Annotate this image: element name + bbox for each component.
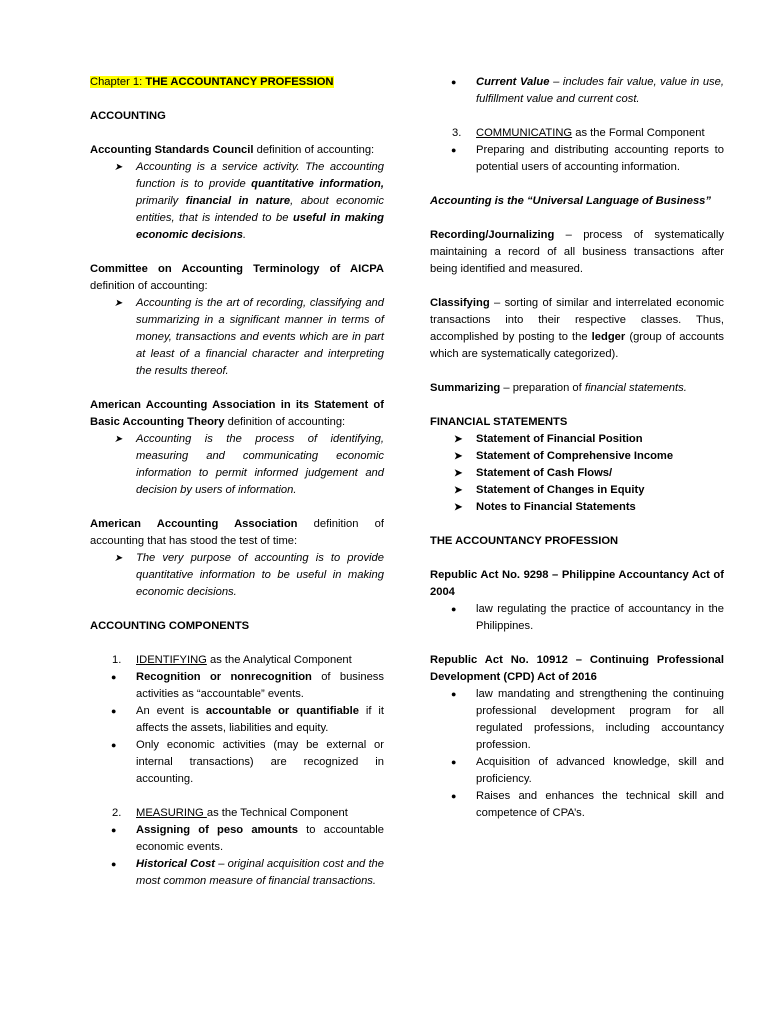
arrow-bullet-icon: ➤	[114, 298, 123, 309]
chapter-title	[90, 74, 384, 91]
aaa-theory-definition-list	[90, 431, 384, 499]
arrow-bullet-icon: ➤	[454, 502, 463, 513]
current-value-list	[430, 74, 724, 108]
aicpa-definition: ➤ Accounting is the art of recording, classifying and summarizing in a significant manner in terms of money, transactions and events which are in part at least of a financial character and interpreting the results thereof.	[114, 297, 384, 377]
dot-bullet-icon: ●	[111, 859, 117, 869]
list-item: ● Acquisition of advanced knowledge, skill and proficiency.	[451, 756, 724, 785]
list-item: ➤ Notes to Financial Statements	[430, 499, 724, 516]
asc-definition-list	[90, 159, 384, 244]
ra10912-title: Republic Act No. 10912 – Continuing Professional Development (CPD) Act of 2016	[430, 654, 724, 683]
dot-bullet-icon: ●	[451, 689, 457, 699]
list-item: ● Raises and enhances the technical skill and competence of CPA’s.	[451, 790, 724, 819]
chapter-name: THE ACCOUNTANCY PROFESSION	[145, 76, 334, 88]
aicpa-lead: Committee on Accounting Terminology of AICPA definition of accounting:	[90, 263, 384, 292]
list-item: ● Current Value – includes fair value, value in use, fulfillment value and current cost.	[451, 76, 724, 105]
list-item: ● Assigning of peso amounts to accountable economic events.	[111, 824, 384, 853]
measuring-item: 2. MEASURING as the Technical Component	[112, 807, 348, 819]
list-item: ➤ Statement of Cash Flows/	[430, 465, 724, 482]
list-item: ● law regulating the practice of accountancy in the Philippines.	[451, 603, 724, 632]
ra9298-bullets	[430, 601, 724, 635]
classifying-definition: Classifying – sorting of similar and interrelated economic transactions into their respective classes. Thus, accomplished by posting to the ledger (group of accounts which are systematically categorized).	[430, 297, 724, 360]
identifying-item: 1. IDENTIFYING as the Analytical Component	[112, 654, 352, 666]
list-item: ● Preparing and distributing accounting reports to potential users of accounting information.	[451, 144, 724, 173]
aaa-theory-definition: ➤ Accounting is the process of identifying, measuring and communicating economic information to permit informed judgement and decision by users of information.	[114, 433, 384, 496]
communicating-bullets	[430, 142, 724, 176]
financial-statements-list	[430, 431, 724, 516]
list-item: ● law mandating and strengthening the continuing professional development program for all regulated professions, including accountancy profession.	[451, 688, 724, 751]
dot-bullet-icon: ●	[451, 145, 457, 155]
list-item: ➤ Statement of Financial Position	[430, 431, 724, 448]
arrow-bullet-icon: ➤	[114, 162, 123, 173]
list-item: ● Historical Cost – original acquisition cost and the most common measure of financial transactions.	[111, 858, 384, 887]
ra9298-title: Republic Act No. 9298 – Philippine Accountancy Act of 2004	[430, 569, 724, 598]
universal-language: Accounting is the “Universal Language of Business”	[430, 195, 711, 207]
arrow-bullet-icon: ➤	[454, 434, 463, 445]
dot-bullet-icon: ●	[111, 672, 117, 682]
identifying-bullets	[90, 669, 384, 788]
dot-bullet-icon: ●	[451, 77, 457, 87]
dot-bullet-icon: ●	[111, 706, 117, 716]
chapter-prefix: Chapter 1:	[90, 76, 146, 88]
list-item: ➤ Statement of Comprehensive Income	[430, 448, 724, 465]
components-heading: ACCOUNTING COMPONENTS	[90, 620, 250, 632]
list-item: ● Recognition or nonrecognition of business activities as “accountable” events.	[111, 671, 384, 700]
ra10912-bullets	[430, 686, 724, 822]
communicating-item: 3. COMMUNICATING as the Formal Component	[452, 127, 705, 139]
aaa-test-lead: American Accounting Association definition of accounting that has stood the test of time:	[90, 518, 384, 547]
aicpa-definition-list	[90, 295, 384, 380]
dot-bullet-icon: ●	[451, 604, 457, 614]
arrow-bullet-icon: ➤	[454, 485, 463, 496]
aaa-test-definition-list	[90, 550, 384, 601]
dot-bullet-icon: ●	[111, 825, 117, 835]
recording-definition: Recording/Journalizing – process of systematically maintaining a record of all business transactions after being identified and measured.	[430, 229, 724, 275]
asc-lead: Accounting Standards Council definition of accounting:	[90, 144, 375, 156]
left-column	[90, 74, 384, 890]
list-item: ● An event is accountable or quantifiable if it affects the assets, liabilities and equity.	[111, 705, 384, 734]
arrow-bullet-icon: ➤	[454, 451, 463, 462]
list-item: ● Only economic activities (may be external or internal transactions) are recognized in accounting.	[111, 739, 384, 785]
arrow-bullet-icon: ➤	[454, 468, 463, 479]
accounting-heading: ACCOUNTING	[90, 110, 166, 122]
summarizing-definition: Summarizing – preparation of financial statements.	[430, 382, 687, 394]
dot-bullet-icon: ●	[451, 791, 457, 801]
list-item: ➤ Statement of Changes in Equity	[430, 482, 724, 499]
profession-heading: THE ACCOUNTANCY PROFESSION	[430, 535, 619, 547]
aaa-theory-lead: American Accounting Association in its Statement of Basic Accounting Theory definition of accounting:	[90, 399, 384, 428]
arrow-bullet-icon: ➤	[114, 553, 123, 564]
dot-bullet-icon: ●	[451, 757, 457, 767]
arrow-bullet-icon: ➤	[114, 434, 123, 445]
asc-definition: ➤ Accounting is a service activity. The accounting function is to provide quantitative information, primarily financial in nature, about economic entities, that is intended to be useful in making economic decisions.	[114, 161, 385, 241]
dot-bullet-icon: ●	[111, 740, 117, 750]
aaa-test-definition: ➤ The very purpose of accounting is to provide quantitative information to be useful in making economic decisions.	[114, 552, 384, 598]
financial-statements-heading: FINANCIAL STATEMENTS	[430, 416, 568, 428]
measuring-bullets	[90, 822, 384, 890]
right-column	[430, 74, 724, 822]
